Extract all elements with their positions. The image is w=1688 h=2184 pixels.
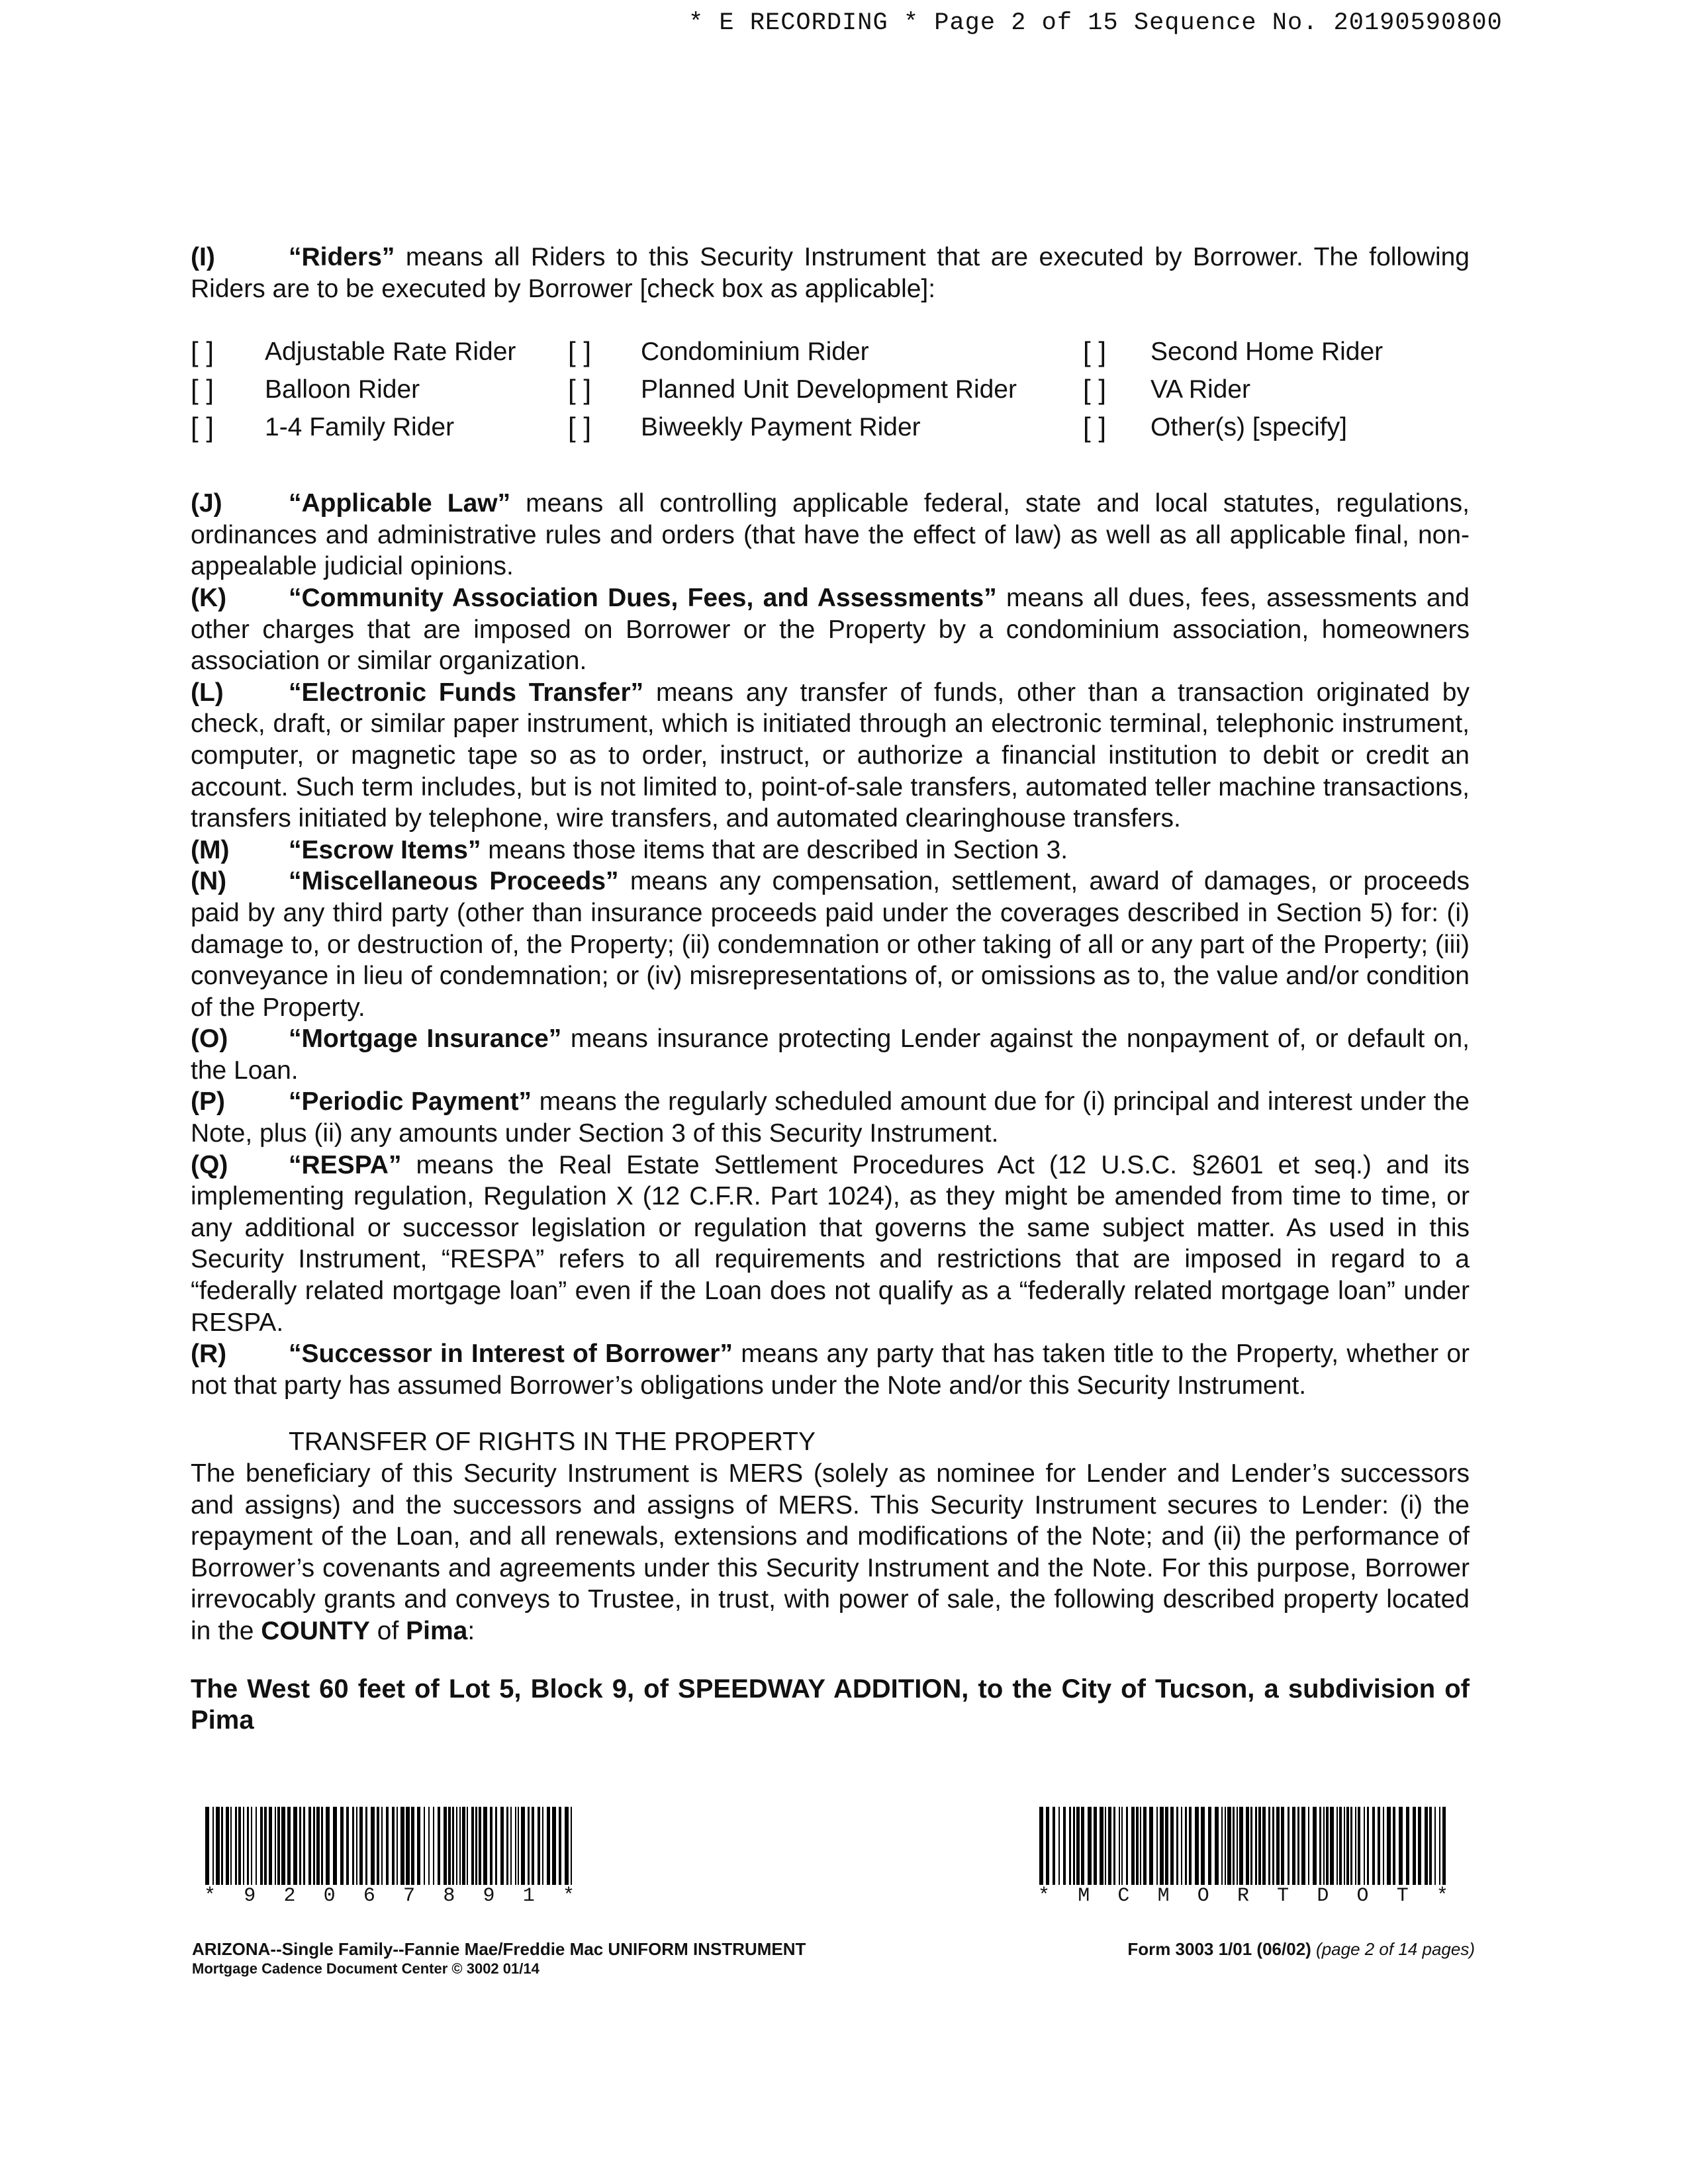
- rider-label: Second Home Rider: [1150, 338, 1383, 367]
- barcode-bar: [313, 1807, 315, 1885]
- definition-text: means any transfer of funds, other than a transaction originated by check, draft, or similar paper instrument, which is initiated through an electronic terminal, telephonic instrument, computer, or magnetic tape so as to order, instruct, or authorize a financial institution to debit or credit an account. Such term includes, but is not limited to, point-of-sale transfers, automated teller machine transactions, transfers initiated by telephone, wire transfers, and automated clearinghouse transfers.: [191, 678, 1470, 833]
- barcode-bar: [1063, 1807, 1066, 1885]
- rider-row: [191, 412, 1470, 449]
- barcode-bar: [1344, 1807, 1345, 1885]
- rider-label: Condominium Rider: [641, 338, 869, 367]
- barcode-char: 8: [443, 1885, 455, 1907]
- barcode-bar: [1246, 1807, 1249, 1885]
- barcode-bar: [462, 1807, 465, 1885]
- rider-label: 1-4 Family Rider: [265, 413, 455, 442]
- barcode-bar: [1225, 1807, 1226, 1885]
- barcode-bar: [1355, 1807, 1356, 1885]
- county-word: COUNTY: [261, 1616, 370, 1645]
- barcode-bar: [346, 1807, 349, 1885]
- barcode-bar: [264, 1807, 267, 1885]
- definition-term: “RESPA”: [289, 1150, 402, 1179]
- legal-description: The West 60 feet of Lot 5, Block 9, of SPEEDWAY ADDITION, to the City of Tucson, a subdivision of Pima: [191, 1674, 1470, 1735]
- form-title: ARIZONA--Single Family--Fannie Mae/Freddie Mac UNIFORM INSTRUMENT: [192, 1939, 806, 1959]
- barcode-bar: [1131, 1807, 1135, 1885]
- barcode-left: [204, 1807, 575, 1907]
- barcode-bar: [1301, 1807, 1305, 1885]
- barcode-bar: [1319, 1807, 1321, 1885]
- barcode-bar: [1221, 1807, 1223, 1885]
- definition-text: means all controlling applicable federal, state and local statutes, regulations, ordinances and administrative rules and orders (that have the effect of law) as well as all applicable final, non-appealable judicial opinions.: [191, 489, 1470, 581]
- definition-text: means any party that has taken title to the Property, whether or not that party has assumed Borrower’s obligations under the Note and/or this Security Instrument.: [191, 1340, 1470, 1400]
- barcode-bar: [1156, 1807, 1158, 1885]
- form-number: Form 3003 1/01 (06/02): [1127, 1939, 1317, 1959]
- barcode-bar: [1442, 1807, 1446, 1885]
- barcode-bar: [1378, 1807, 1380, 1885]
- barcode-bar: [1326, 1807, 1329, 1885]
- definition-mortgage-insurance: [191, 1023, 1470, 1086]
- barcode-bar: [479, 1807, 481, 1885]
- barcode-bar: [365, 1807, 367, 1885]
- definition-text: means the Real Estate Settlement Procedures Act (12 U.S.C. §2601 et seq.) and its implementing regulation, Regulation X (12 C.F.R. Part 1024), as they might be amended from time to time, or any additional or successor legislation or regulation that governs the same subject matter. As used in this Security Instrument, “RESPA” refers to all requirements and restrictions that are imposed in regard to a “federally related mortgage loan” even if the Loan does not qualify as a “federally related mortgage loan” under RESPA.: [191, 1150, 1470, 1337]
- barcode-bar: [1069, 1807, 1071, 1885]
- definition-text: means all dues, fees, assessments and other charges that are imposed on Borrower or the Property by a condominium association, homeowners association or similar organization.: [191, 583, 1470, 676]
- definition-miscellaneous-proceeds: [191, 866, 1470, 1023]
- barcode-bar: [456, 1807, 457, 1885]
- barcode-bar: [392, 1807, 395, 1885]
- barcode-bar: [1149, 1807, 1153, 1885]
- barcode-bar: [359, 1807, 363, 1885]
- definition-escrow-items: [191, 835, 1470, 866]
- barcode-bars: [1038, 1807, 1448, 1885]
- barcode-bar: [1215, 1807, 1219, 1885]
- form-footer-left: [192, 1939, 806, 1979]
- rider-checkbox[interactable]: [ ]: [1083, 336, 1107, 368]
- barcode-bar: [287, 1807, 291, 1885]
- definition-community-association: [191, 582, 1470, 677]
- barcode-bars: [204, 1807, 575, 1885]
- barcode-bar: [565, 1807, 569, 1885]
- recording-header: * E RECORDING * Page 2 of 15 Sequence No. 20190590800: [688, 9, 1503, 37]
- definition-text: means all Riders to this Security Instrument that are executed by Borrower. The following Riders are to be executed by Borrower [check box as applicable]:: [191, 243, 1470, 303]
- barcode-bar: [1250, 1807, 1252, 1885]
- barcode-bar: [1313, 1807, 1317, 1885]
- rider-checkbox[interactable]: [ ]: [1083, 374, 1107, 406]
- barcode-bar: [1088, 1807, 1092, 1885]
- barcode-bar: [1140, 1807, 1141, 1885]
- barcode-bar: [1189, 1807, 1192, 1885]
- barcode-bar: [216, 1807, 220, 1885]
- definition-label: (K): [191, 583, 227, 612]
- transfer-paragraph: [191, 1458, 1470, 1647]
- barcode-bar: [316, 1807, 320, 1885]
- barcode-char: O: [1356, 1885, 1369, 1907]
- barcode-bar: [1233, 1807, 1235, 1885]
- barcode-char: 7: [403, 1885, 416, 1907]
- barcode-bar: [333, 1807, 337, 1885]
- barcode-bar: [1119, 1807, 1120, 1885]
- barcode-bar: [386, 1807, 389, 1885]
- barcode-bar: [1364, 1807, 1365, 1885]
- definition-term: “Applicable Law”: [289, 489, 511, 518]
- rider-checkbox[interactable]: [ ]: [1083, 412, 1107, 443]
- rider-label: Balloon Rider: [265, 375, 420, 404]
- barcode-bar: [356, 1807, 357, 1885]
- barcode-bar: [510, 1807, 512, 1885]
- barcode-char: *: [1436, 1885, 1448, 1907]
- barcode-caption: [1038, 1885, 1448, 1907]
- riders-checklist: [191, 336, 1470, 449]
- barcode-bar: [1383, 1807, 1384, 1885]
- barcode-bar: [377, 1807, 379, 1885]
- barcode-bar: [256, 1807, 257, 1885]
- barcode-bar: [251, 1807, 252, 1885]
- barcode-bar: [1308, 1807, 1309, 1885]
- barcode-bar: [1276, 1807, 1280, 1885]
- barcode-bar: [371, 1807, 375, 1885]
- rider-checkbox[interactable]: [ ]: [191, 336, 214, 368]
- document-body: [191, 242, 1470, 1763]
- barcode-bar: [1076, 1807, 1080, 1885]
- barcode-bar: [444, 1807, 447, 1885]
- definition-electronic-funds-transfer: [191, 677, 1470, 835]
- barcode-bar: [532, 1807, 534, 1885]
- barcode-bar: [411, 1807, 414, 1885]
- barcode-bar: [243, 1807, 244, 1885]
- rider-checkbox[interactable]: [ ]: [568, 336, 592, 368]
- barcode-bar: [438, 1807, 440, 1885]
- transfer-text: The beneficiary of this Security Instrument is MERS (solely as nominee for Lender and Lender’s successors and assigns) and the successors and assigns of MERS. This Security Instrument secures to Lender: (i) the repayment of the Loan, and all renewals, extensions and modifications of the Note; and (ii) the performance of Borrower’s covenants and agreements under this Security Instrument and the Note. For this purpose, Borrower irrevocably grants and conveys to Trustee, in trust, with power of sale, the following described property located in the: [191, 1459, 1470, 1645]
- barcode-bar: [1165, 1807, 1168, 1885]
- barcode-bar: [1346, 1807, 1349, 1885]
- barcode-bar: [1330, 1807, 1334, 1885]
- page-count: (page 2 of 14 pages): [1316, 1939, 1475, 1959]
- barcode-bar: [433, 1807, 434, 1885]
- definition-label: (P): [191, 1087, 225, 1116]
- barcode-bar: [1439, 1807, 1440, 1885]
- barcode-bar: [1185, 1807, 1187, 1885]
- definition-term: “Community Association Dues, Fees, and Assessments”: [289, 583, 997, 612]
- barcode-bar: [381, 1807, 383, 1885]
- barcode-bar: [205, 1807, 209, 1885]
- barcode-bar: [260, 1807, 263, 1885]
- barcode-bar: [1281, 1807, 1284, 1885]
- definition-label: (N): [191, 867, 227, 896]
- transfer-heading: TRANSFER OF RIGHTS IN THE PROPERTY: [289, 1428, 816, 1457]
- barcode-char: D: [1317, 1885, 1329, 1907]
- barcode-bar: [1292, 1807, 1295, 1885]
- rider-checkbox[interactable]: [ ]: [191, 374, 214, 406]
- barcode-bar: [467, 1807, 468, 1885]
- rider-row: [191, 336, 1470, 374]
- barcode-bar: [1136, 1807, 1139, 1885]
- barcode-bar: [515, 1807, 516, 1885]
- barcode-bar: [483, 1807, 487, 1885]
- definition-term: “Escrow Items”: [289, 835, 481, 864]
- barcode-bar: [559, 1807, 561, 1885]
- barcode-bar: [1399, 1807, 1403, 1885]
- barcode-bar: [247, 1807, 249, 1885]
- barcode-bar: [400, 1807, 404, 1885]
- barcode-bar: [1201, 1807, 1205, 1885]
- definition-label: (Q): [191, 1150, 228, 1179]
- barcode-bar: [1039, 1807, 1043, 1885]
- rider-label: Adjustable Rate Rider: [265, 338, 516, 367]
- definition-term: “Electronic Funds Transfer”: [289, 678, 644, 707]
- definition-label: (R): [191, 1340, 227, 1369]
- barcode-bar: [538, 1807, 540, 1885]
- barcode-bar: [1358, 1807, 1360, 1885]
- barcode-bar: [1058, 1807, 1060, 1885]
- rider-label: VA Rider: [1150, 375, 1251, 404]
- definition-label: (O): [191, 1024, 228, 1054]
- rider-label: Planned Unit Development Rider: [641, 375, 1017, 404]
- barcode-bar: [277, 1807, 280, 1885]
- barcode-bar: [552, 1807, 556, 1885]
- definition-text: means those items that are described in Section 3.: [481, 835, 1068, 864]
- barcode-bar: [299, 1807, 301, 1885]
- barcode-char: M: [1078, 1885, 1090, 1907]
- barcode-bar: [528, 1807, 530, 1885]
- barcode-bar: [1413, 1807, 1416, 1885]
- barcode-bar: [1268, 1807, 1270, 1885]
- barcode-char: 9: [244, 1885, 256, 1907]
- barcode-bar: [1105, 1807, 1106, 1885]
- definition-riders: [191, 242, 1470, 304]
- barcode-bar: [417, 1807, 420, 1885]
- definition-label: (J): [191, 489, 222, 518]
- barcode-bar: [500, 1807, 504, 1885]
- definition-term: “Riders”: [289, 243, 395, 271]
- barcode-right: [1038, 1807, 1448, 1907]
- barcode-bar: [1258, 1807, 1261, 1885]
- barcode-bar: [475, 1807, 477, 1885]
- barcode-bar: [518, 1807, 519, 1885]
- barcode-char: O: [1197, 1885, 1209, 1907]
- barcode-bar: [1239, 1807, 1243, 1885]
- barcode-bar: [428, 1807, 430, 1885]
- barcode-bar: [1121, 1807, 1123, 1885]
- barcode-bar: [321, 1807, 323, 1885]
- barcode-bar: [308, 1807, 311, 1885]
- definition-periodic-payment: [191, 1086, 1470, 1149]
- barcode-bar: [226, 1807, 229, 1885]
- barcode-bar: [230, 1807, 232, 1885]
- barcode-bar: [571, 1807, 572, 1885]
- barcode-bar: [1350, 1807, 1352, 1885]
- barcode-caption: [204, 1885, 575, 1907]
- barcode-bar: [1272, 1807, 1274, 1885]
- barcode-bar: [1100, 1807, 1103, 1885]
- barcode-bar: [1297, 1807, 1299, 1885]
- form-footer-right: [1127, 1939, 1475, 1960]
- definition-text: means any compensation, settlement, award of damages, or proceeds paid by any third party (other than insurance proceeds paid under the coverages described in Section 5) for: (i) damage to, or destruction of, the Property; (ii) condemnation or other taking of all or any part of the Property; (iii) conveyance in lieu of condemnation; or (iv) misrepresentations of, or omissions as to, the value and/or condition of the Property.: [191, 867, 1470, 1022]
- barcode-bar: [281, 1807, 285, 1885]
- barcode-bar: [303, 1807, 305, 1885]
- barcode-bar: [1195, 1807, 1199, 1885]
- barcode-bar: [1406, 1807, 1409, 1885]
- barcode-bar: [1367, 1807, 1369, 1885]
- barcode-char: 0: [323, 1885, 336, 1907]
- barcode-bar: [1418, 1807, 1421, 1885]
- barcode-char: C: [1117, 1885, 1130, 1907]
- barcode-char: T: [1396, 1885, 1409, 1907]
- of-word: of: [369, 1616, 406, 1645]
- barcode-bar: [1372, 1807, 1375, 1885]
- definition-term: “Mortgage Insurance”: [289, 1024, 562, 1054]
- barcode-bar: [1113, 1807, 1115, 1885]
- definition-term: “Periodic Payment”: [289, 1087, 532, 1116]
- barcode-char: 2: [283, 1885, 296, 1907]
- barcode-bar: [1387, 1807, 1391, 1885]
- barcode-bar: [235, 1807, 237, 1885]
- barcode-bar: [1323, 1807, 1325, 1885]
- barcode-char: T: [1277, 1885, 1289, 1907]
- barcode-bar: [495, 1807, 497, 1885]
- barcode-bar: [1053, 1807, 1055, 1885]
- barcode-bar: [397, 1807, 398, 1885]
- barcode-char: *: [562, 1885, 575, 1907]
- barcode-bar: [1237, 1807, 1238, 1885]
- barcode-bar: [293, 1807, 297, 1885]
- barcode-bar: [1227, 1807, 1231, 1885]
- barcode-bar: [1208, 1807, 1211, 1885]
- barcode-bar: [1046, 1807, 1049, 1885]
- barcode-bar: [269, 1807, 272, 1885]
- barcode-bar: [1339, 1807, 1342, 1885]
- definition-text: means insurance protecting Lender against the nonpayment of, or default on, the Loan.: [191, 1024, 1470, 1085]
- rider-checkbox[interactable]: [ ]: [568, 374, 592, 406]
- barcode-bar: [521, 1807, 525, 1885]
- barcode-char: R: [1237, 1885, 1249, 1907]
- barcode-char: 9: [483, 1885, 495, 1907]
- barcode-bar: [1288, 1807, 1289, 1885]
- barcode-bar: [1262, 1807, 1266, 1885]
- definition-term: “Successor in Interest of Borrower”: [289, 1340, 733, 1369]
- barcode-bar: [1425, 1807, 1428, 1885]
- barcode-bar: [1393, 1807, 1395, 1885]
- barcode-bar: [1094, 1807, 1097, 1885]
- barcode-bar: [1429, 1807, 1432, 1885]
- rider-label: Other(s) [specify]: [1150, 413, 1347, 442]
- barcode-bar: [352, 1807, 354, 1885]
- barcode-bar: [1176, 1807, 1178, 1885]
- barcode-bar: [1108, 1807, 1111, 1885]
- form-source: Mortgage Cadence Document Center © 3002 01/14: [192, 1960, 539, 1977]
- barcode-bar: [1143, 1807, 1147, 1885]
- rider-checkbox[interactable]: [ ]: [191, 412, 214, 443]
- barcode-bar: [542, 1807, 543, 1885]
- barcode-bar: [1073, 1807, 1075, 1885]
- barcode-bar: [1434, 1807, 1436, 1885]
- definition-applicable-law: [191, 488, 1470, 582]
- barcode-bar: [406, 1807, 410, 1885]
- barcode-char: M: [1157, 1885, 1170, 1907]
- barcode-bar: [1170, 1807, 1174, 1885]
- barcode-char: 1: [522, 1885, 535, 1907]
- definition-label: (I): [191, 243, 215, 271]
- barcode-bar: [221, 1807, 223, 1885]
- barcode-char: *: [1038, 1885, 1051, 1907]
- definition-term: “Miscellaneous Proceeds”: [289, 867, 619, 896]
- colon: :: [467, 1616, 475, 1645]
- barcode-bar: [212, 1807, 214, 1885]
- definition-text: means the regularly scheduled amount due for (i) principal and interest under the Note, plus (ii) any amounts under Section 3 of this Security Instrument.: [191, 1087, 1470, 1148]
- definition-label: (M): [191, 835, 230, 864]
- barcode-bar: [1336, 1807, 1338, 1885]
- definition-successor-in-interest: [191, 1338, 1470, 1401]
- barcode-bar: [471, 1807, 474, 1885]
- barcode-bar: [452, 1807, 454, 1885]
- barcode-bar: [275, 1807, 276, 1885]
- barcode-bar: [1126, 1807, 1128, 1885]
- barcode-bar: [547, 1807, 550, 1885]
- barcode-bar: [448, 1807, 451, 1885]
- barcode-bar: [1181, 1807, 1182, 1885]
- barcode-bar: [1081, 1807, 1084, 1885]
- barcode-bar: [340, 1807, 344, 1885]
- barcode-bar: [459, 1807, 461, 1885]
- rider-label: Biweekly Payment Rider: [641, 413, 921, 442]
- rider-checkbox[interactable]: [ ]: [568, 412, 592, 443]
- barcode-char: *: [204, 1885, 216, 1907]
- barcode-bar: [490, 1807, 492, 1885]
- barcode-bar: [1160, 1807, 1164, 1885]
- definition-label: (L): [191, 678, 224, 707]
- barcode-bar: [238, 1807, 241, 1885]
- county-name: Pima: [406, 1616, 468, 1645]
- barcode-bar: [1255, 1807, 1257, 1885]
- barcode-char: 6: [363, 1885, 375, 1907]
- barcode-bar: [424, 1807, 425, 1885]
- barcode-bar: [506, 1807, 508, 1885]
- definition-respa: [191, 1150, 1470, 1339]
- barcode-bar: [326, 1807, 330, 1885]
- rider-row: [191, 374, 1470, 412]
